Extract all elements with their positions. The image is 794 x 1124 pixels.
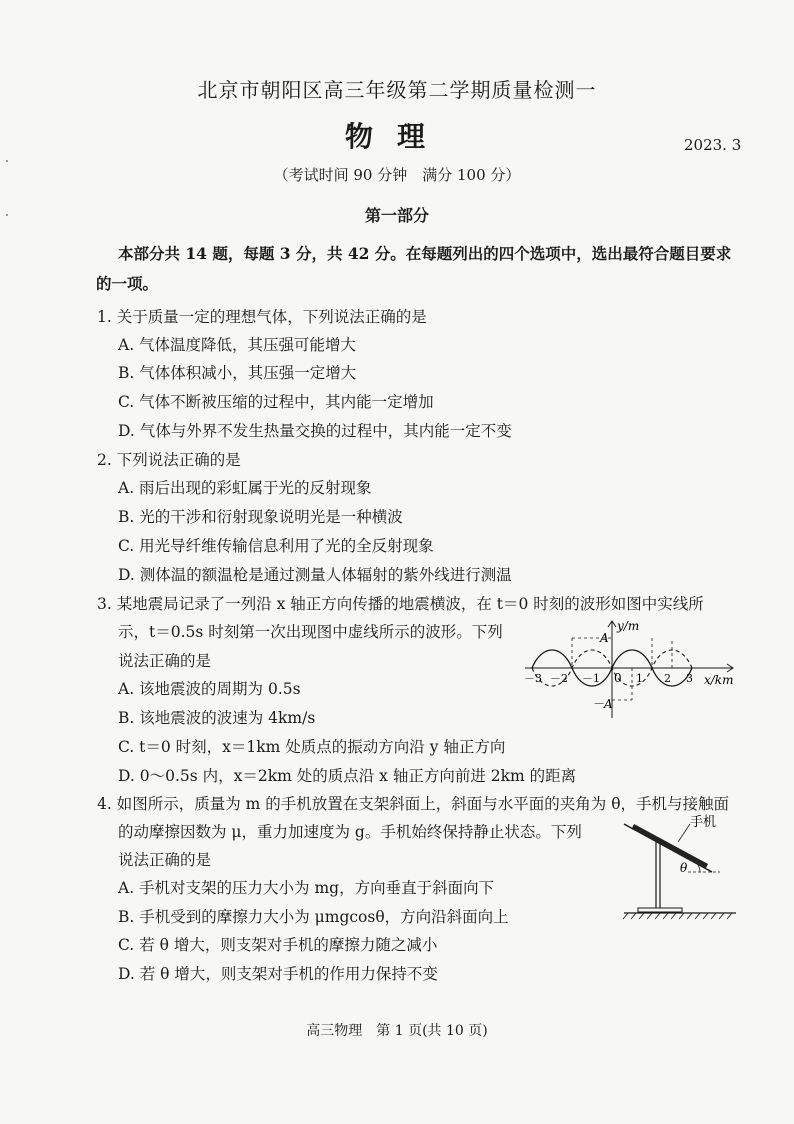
tick-label: －3 xyxy=(524,672,542,685)
question-4-stem-line-1: 4. 如图所示，质量为 m 的手机放置在支架斜面上，斜面与水平面的夹角为 θ，手机与接触面 xyxy=(97,795,730,813)
origin-label: 0 xyxy=(614,671,622,685)
question-1-option-a: A. 气体温度降低，其压强可能增大 xyxy=(118,336,357,354)
incline-plate xyxy=(624,824,712,872)
phone-stand-figure xyxy=(618,812,748,924)
question-1-option-c: C. 气体不断被压缩的过程中，其内能一定增加 xyxy=(118,393,434,411)
scan-speck xyxy=(6,160,8,162)
question-3-stem-line-2: 示，t＝0.5s 时刻第一次出现图中虚线所示的波形。下列 xyxy=(118,623,503,641)
stand-base xyxy=(638,908,682,912)
exam-title: 北京市朝阳区高三年级第二学期质量检测一 xyxy=(197,78,597,102)
page-footer: 高三物理 第 1 页(共 10 页) xyxy=(306,1023,488,1039)
question-3-option-d: D. 0～0.5s 内，x＝2km 处的质点沿 x 轴正方向前进 2km 的距离 xyxy=(118,767,577,785)
tick-label: 1 xyxy=(636,672,643,685)
angle-label: θ xyxy=(680,861,688,875)
exam-info: （考试时间 90 分钟 满分 100 分） xyxy=(273,166,521,184)
question-2-stem: 2. 下列说法正确的是 xyxy=(97,451,241,469)
question-2-option-a: A. 雨后出现的彩虹属于光的反射现象 xyxy=(118,479,372,497)
question-3-stem-line-1: 3. 某地震局记录了一列沿 x 轴正方向传播的地震横波，在 t＝0 时刻的波形如图中实线所 xyxy=(97,595,704,613)
question-3-stem-line-3: 说法正确的是 xyxy=(118,652,212,670)
question-4-option-a: A. 手机对支架的压力大小为 mg，方向垂直于斜面向下 xyxy=(118,879,495,897)
question-3-option-c: C. t＝0 时刻，x＝1km 处质点的振动方向沿 y 轴正方向 xyxy=(118,738,506,756)
phone-label: 手机 xyxy=(690,815,717,830)
tick-label: 2 xyxy=(664,672,671,685)
tick-label: 3 xyxy=(686,672,693,685)
ground-hatching xyxy=(623,913,732,919)
tick-label: －2 xyxy=(550,672,568,685)
question-4-stem-line-3: 说法正确的是 xyxy=(118,851,212,869)
question-2-option-c: C. 用光导纤维传输信息利用了光的全反射现象 xyxy=(118,537,434,555)
instructions-line-1: 本部分共 14 题，每题 3 分，共 42 分。在每题列出的四个选项中，选出最符合题目要求 xyxy=(118,244,732,263)
question-1-option-b: B. 气体体积减小，其压强一定增大 xyxy=(118,364,357,382)
amp-pos-label: A xyxy=(600,631,609,645)
subject-title: 物理 xyxy=(344,120,449,153)
exam-date: 2023. 3 xyxy=(684,136,742,154)
question-1-stem: 1. 关于质量一定的理想气体，下列说法正确的是 xyxy=(97,308,427,326)
question-4-option-c: C. 若 θ 增大，则支架对手机的摩擦力随之减小 xyxy=(118,936,438,954)
question-4-option-d: D. 若 θ 增大，则支架对手机的作用力保持不变 xyxy=(118,965,438,983)
amp-neg-label: －A xyxy=(592,697,613,711)
wave-figure xyxy=(520,618,750,723)
question-2-option-b: B. 光的干涉和衍射现象说明光是一种横波 xyxy=(118,508,403,526)
y-axis-label: y/m xyxy=(617,619,640,633)
x-axis-label: x/km xyxy=(704,673,734,687)
question-2-option-d: D. 测体温的额温枪是通过测量人体辐射的紫外线进行测温 xyxy=(118,566,512,584)
question-4-stem-line-2: 的动摩擦因数为 μ，重力加速度为 g。手机始终保持静止状态。下列 xyxy=(118,823,582,841)
question-3-option-b: B. 该地震波的波速为 4km/s xyxy=(118,709,316,727)
tick-label: －1 xyxy=(582,672,600,685)
phone-shape xyxy=(632,824,708,868)
question-3-option-a: A. 该地震波的周期为 0.5s xyxy=(118,680,301,698)
question-1-option-d: D. 气体与外界不发生热量交换的过程中，其内能一定不变 xyxy=(118,422,512,440)
instructions-line-2: 的一项。 xyxy=(96,274,159,293)
question-4-option-b: B. 手机受到的摩擦力大小为 μmgcosθ，方向沿斜面向上 xyxy=(118,908,509,926)
section-heading: 第一部分 xyxy=(364,206,429,225)
phone-leader-line xyxy=(678,824,690,842)
